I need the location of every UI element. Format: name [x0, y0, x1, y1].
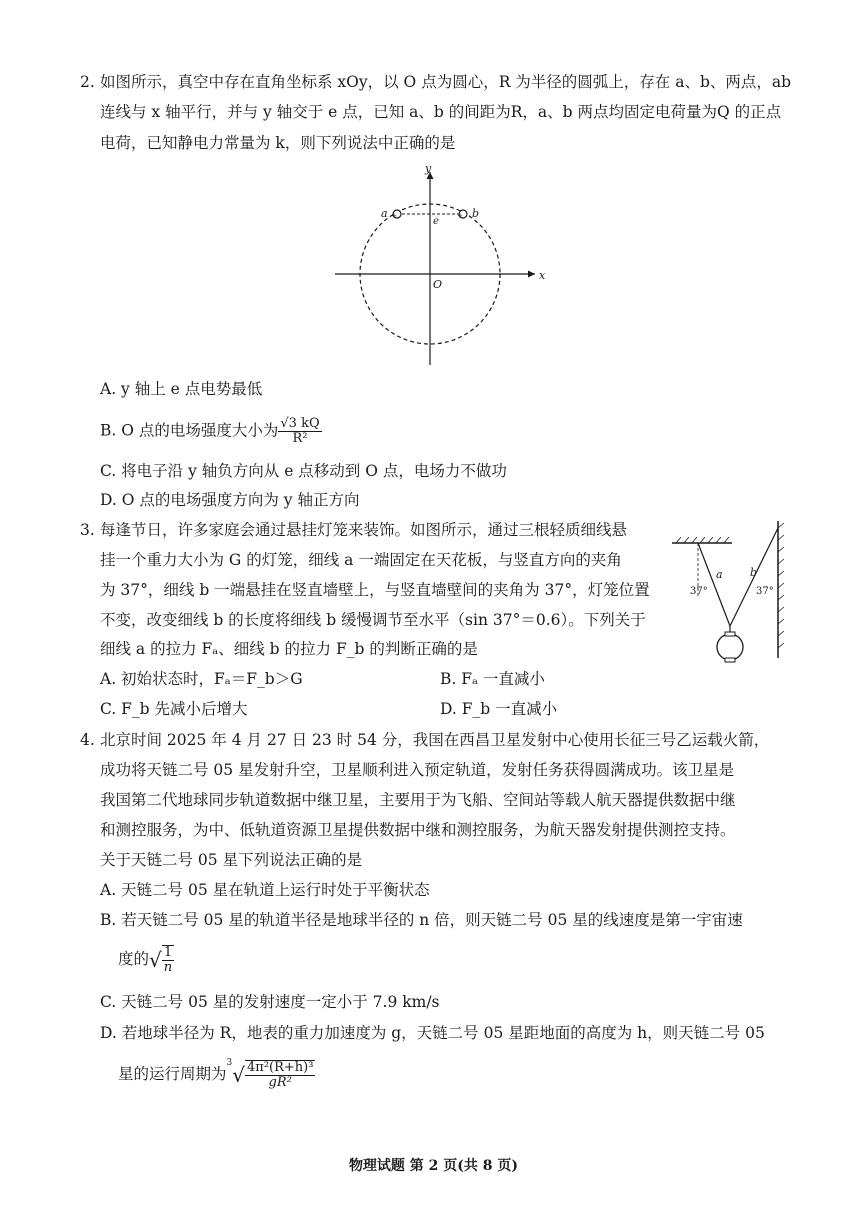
label-a: a: [716, 568, 723, 581]
q4-option-d-den: gR²: [268, 1075, 292, 1091]
q3-line-5: 细线 a 的拉力 Fₐ、细线 b 的拉力 F_b 的判断正确的是: [100, 640, 478, 658]
q3-number: 3.: [80, 521, 95, 539]
wall-hatch: [778, 523, 784, 648]
q4-option-b-prefix: 度的: [118, 950, 150, 968]
lantern: [717, 634, 743, 660]
q4-option-d-line-2: [118, 1060, 315, 1090]
q2-line-3: 电荷，已知静电力常量为 k，则下列说法中正确的是: [100, 134, 456, 152]
q4-number: 4.: [80, 731, 95, 749]
q3-option-c: C. F_b 先减小后增大: [100, 700, 248, 718]
label-o: O: [433, 278, 443, 291]
label-e: e: [433, 216, 439, 227]
q2-line-2: 连线与 x 轴平行，并与 y 轴交于 e 点，已知 a、b 的间距为R，a、b 两点均固定电荷量为Q 的正点: [100, 103, 782, 121]
q2-option-b-prefix: B. O 点的电场强度大小为: [100, 421, 279, 440]
q2-option-b: [100, 417, 322, 446]
q2-option-b-den: R²: [292, 431, 308, 446]
q3-line-3: 为 37°，细线 b 一端悬挂在竖直墙壁上，与竖直墙壁间的夹角为 37°，灯笼位置: [100, 581, 650, 599]
q4-option-d-prefix: 星的运行周期为: [118, 1065, 227, 1084]
q4-line-4: 和测控服务，为中、低轨道资源卫星提供数据中继和测控服务，为航天器发射提供测控支持。: [100, 821, 736, 839]
lantern-cap: [725, 632, 735, 636]
q2-number: 2.: [80, 73, 95, 91]
angle-label-2: 37°: [756, 586, 774, 597]
q4-option-b-den: n: [163, 960, 173, 975]
q4-option-d-num: 4π²(R+h)³: [247, 1060, 314, 1076]
sqrt-sign: √: [149, 948, 162, 972]
q4-option-d-fraction: [245, 1060, 315, 1090]
q3-line-4: 不变，改变细线 b 的长度将细线 b 缓慢调节至水平（sin 37°＝0.6）。下列关于: [100, 611, 646, 629]
q2-line-1: 如图所示，真空中存在直角坐标系 xOy，以 O 点为圆心，R 为半径的圆弧上，存在 a、b、两点，ab: [100, 73, 792, 91]
q4-line-3: 我国第二代地球同步轨道数据中继卫星，主要用于为飞船、空间站等载人航天器提供数据中继: [100, 791, 736, 809]
q3-figure: [668, 518, 788, 666]
charge-b-sign: +: [457, 212, 463, 220]
lantern-base: [725, 658, 735, 662]
q4-line-1: 北京时间 2025 年 4 月 27 日 23 时 54 分，我国在西昌卫星发射中心使用长征三号乙运载火箭，: [100, 731, 770, 749]
q4-option-b-line-1: B. 若天链二号 05 星的轨道半径是地球半径的 n 倍，则天链二号 05 星的线速度是第一宇宙速: [100, 911, 743, 929]
page-footer: 物理试题 第 2 页(共 8 页): [348, 1158, 519, 1174]
q3-option-b: B. Fₐ 一直减小: [440, 670, 545, 688]
q2-option-b-fraction: [278, 417, 321, 446]
q4-line-5: 关于天链二号 05 星下列说法正确的是: [100, 851, 363, 869]
label-b: b: [750, 566, 758, 579]
q3-option-d: D. F_b 一直减小: [440, 700, 558, 718]
label-b: b: [472, 207, 480, 220]
label-y: y: [425, 162, 432, 175]
q2-figure: [330, 160, 555, 370]
q2-option-c: C. 将电子沿 y 轴负方向从 e 点移动到 O 点，电场力不做功: [100, 462, 507, 480]
angle-label-1: 37°: [690, 586, 708, 597]
q4-option-c: C. 天链二号 05 星的发射速度一定小于 7.9 km/s: [100, 993, 440, 1011]
q4-option-b-line-2: [118, 945, 174, 975]
q4-line-2: 成功将天链二号 05 星发射升空，卫星顺利进入预定轨道，发射任务获得圆满成功。该卫星是: [100, 761, 735, 779]
q3-line-1: 每逢节日，许多家庭会通过悬挂灯笼来装饰。如图所示，通过三根轻质细线悬: [100, 521, 628, 539]
root-index: 3: [226, 1058, 233, 1068]
root-sign: √: [232, 1063, 245, 1088]
q3-option-a: A. 初始状态时，Fₐ＝F_b＞G: [100, 670, 303, 688]
q2-option-b-num: √3 kQ: [280, 416, 320, 431]
label-x: x: [539, 269, 546, 282]
q2-option-d: D. O 点的电场强度方向为 y 轴正方向: [100, 491, 360, 509]
q2-option-a: A. y 轴上 e 点电势最低: [100, 380, 263, 398]
q4-option-b-num: 1: [162, 946, 174, 961]
q4-option-b-fraction: [162, 945, 174, 975]
charge-a-sign: +: [391, 212, 397, 220]
q3-line-2: 挂一个重力大小为 G 的灯笼，细线 a 一端固定在天花板，与竖直方向的夹角: [100, 551, 622, 569]
q4-option-d-line-1: D. 若地球半径为 R，地表的重力加速度为 g，天链二号 05 星距地面的高度为 h，则天链二号 05: [100, 1024, 765, 1042]
string-a: [698, 543, 730, 626]
q4-option-a: A. 天链二号 05 星在轨道上运行时处于平衡状态: [100, 881, 430, 899]
label-a: a: [381, 207, 388, 220]
ceiling-hatch: [676, 537, 729, 543]
